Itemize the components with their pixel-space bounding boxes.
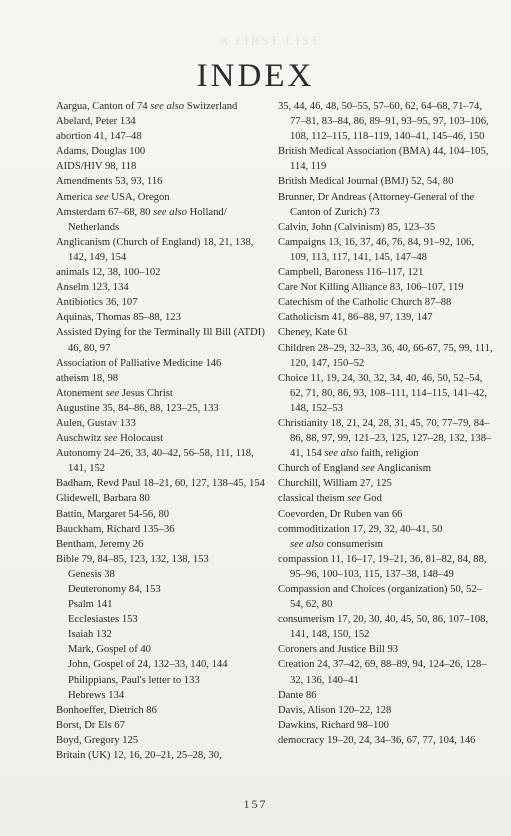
entry-text: classical theism <box>278 493 345 505</box>
entry-text: Badham, Revd Paul 18–21, 60, 127, 138–45, 154 <box>56 478 265 490</box>
entry-text: Anselm 123, 134 <box>56 282 129 294</box>
entry-text: Auschwitz <box>56 433 102 445</box>
entry-text: Churchill, William 27, 125 <box>278 478 392 490</box>
entry-text: animals 12, 38, 100–102 <box>56 267 161 279</box>
entry-text: Bentham, Jeremy 26 <box>56 538 144 550</box>
index-subentry <box>56 597 266 612</box>
index-entry <box>278 552 493 582</box>
entry-text: Philippians, Paul's letter to 133 <box>68 674 200 686</box>
entry-text: Dawkins, Richard 98–100 <box>278 719 389 731</box>
entry-text: Abelard, Peter 134 <box>56 116 136 128</box>
index-entry <box>278 235 493 265</box>
entry-text: abortion 41, 147–48 <box>56 131 142 143</box>
entry-text: commoditization 17, 29, 32, 40–41, 50 <box>278 523 443 535</box>
index-entry <box>278 310 493 325</box>
cross-reference-target: Switzerland <box>184 101 238 112</box>
cross-reference-label: see <box>103 433 118 445</box>
entry-text: Bauckham, Richard 135–36 <box>56 523 175 535</box>
index-entry <box>278 265 493 280</box>
index-entry <box>278 522 493 552</box>
entry-text: Coevorden, Dr Ruben van 66 <box>278 508 403 520</box>
bleed-through-heading: A FIRST LIST <box>219 33 321 48</box>
entry-text: Coroners and Justice Bill 93 <box>278 644 399 656</box>
index-entry <box>56 235 266 265</box>
index-entry <box>278 220 493 235</box>
entry-text: Antibiotics 36, 107 <box>56 297 138 309</box>
index-entry <box>278 491 493 506</box>
entry-text: Glidewell, Barbara 80 <box>56 493 150 505</box>
cross-reference-label: see also <box>150 101 185 112</box>
entry-text: Psalm 141 <box>68 599 113 611</box>
index-entry <box>278 295 493 310</box>
index-subentry <box>56 673 266 688</box>
entry-text: America <box>56 191 93 203</box>
index-entry <box>56 295 266 310</box>
index-entry <box>278 688 493 703</box>
entry-text: Isaiah 132 <box>68 629 112 641</box>
index-entry <box>56 537 266 552</box>
index-entry <box>56 748 266 763</box>
index-entry <box>278 174 493 189</box>
index-entry <box>56 522 266 537</box>
index-entry <box>56 265 266 280</box>
entry-text: Bonhoeffer, Dietrich 86 <box>56 704 157 716</box>
cross-reference-target: Jesus Christ <box>119 387 173 399</box>
page-title: INDEX <box>196 58 315 94</box>
index-entry <box>278 325 493 340</box>
index-entry <box>278 612 493 642</box>
entry-text: Davis, Alison 120–22, 128 <box>278 704 392 716</box>
index-subentry <box>56 657 266 672</box>
index-entry <box>278 416 493 461</box>
entry-text: Cheney, Kate 61 <box>278 327 349 339</box>
index-entry <box>56 476 266 491</box>
index-entry <box>56 310 266 325</box>
entry-text: Care Not Killing Alliance 83, 106–107, 119 <box>278 282 464 294</box>
entry-text: Hebrews 134 <box>68 689 125 701</box>
cross-reference-target: faith, religion <box>358 448 419 460</box>
entry-text: John, Gospel of 24, 132–33, 140, 144 <box>68 659 228 671</box>
index-entry <box>278 476 493 491</box>
index-entry <box>56 401 266 416</box>
entry-text: Compassion and Choices (organization) 50, 52–54, 62, 80 <box>278 584 482 611</box>
cross-reference-label: see also <box>153 206 187 218</box>
index-entry <box>278 99 493 144</box>
index-entry <box>56 703 266 718</box>
entry-text: Ecclesiastes 153 <box>68 614 138 626</box>
index-entry <box>56 114 266 129</box>
index-subentry <box>56 642 266 657</box>
entry-text: Catechism of the Catholic Church 87–88 <box>278 297 452 309</box>
index-entry <box>56 416 266 431</box>
entry-text: British Medical Journal (BMJ) 52, 54, 80 <box>278 176 454 188</box>
cross-reference-target: God <box>360 493 382 505</box>
index-entry <box>56 733 266 748</box>
entry-text: Amendments 53, 93, 116 <box>56 176 163 188</box>
index-column-left <box>56 99 266 763</box>
cross-reference-label: see <box>105 387 120 399</box>
index-entry <box>56 552 266 567</box>
index-entry <box>56 718 266 733</box>
index-entry <box>278 144 493 174</box>
entry-text: Bible 79, 84–85, 123, 132, 138, 153 <box>56 553 209 565</box>
entry-text: Battin, Margaret 54-56, 80 <box>56 508 170 520</box>
cross-reference-target: consumerism <box>323 538 383 550</box>
entry-text: Augustine 35, 84–86, 88, 123–25, 133 <box>56 402 219 414</box>
entry-text: Campbell, Baroness 116–117, 121 <box>278 267 424 279</box>
index-subentry <box>56 582 266 597</box>
entry-text: Aargua, Canton of 74 <box>56 101 148 112</box>
cross-reference-target: Holocaust <box>117 433 164 445</box>
entry-text: democracy 19–20, 24, 34–36, 67, 77, 104, 146 <box>278 734 476 746</box>
entry-text: compassion 11, 16–17, 19–21, 36, 81–82, 84, 88, 95–96, 100–103, 115, 137–38, 148–49 <box>278 553 487 580</box>
entry-text: Dante 86 <box>278 689 317 701</box>
entry-text: Campaigns 13, 16, 37, 46, 76, 84, 91–92, 106, 109, 113, 117, 141, 145, 147–48 <box>278 236 474 263</box>
index-entry <box>278 507 493 522</box>
index-entry <box>56 280 266 295</box>
index-entry <box>56 386 266 401</box>
index-subentry <box>56 627 266 642</box>
index-entry <box>278 341 493 371</box>
entry-text: Children 28–29, 32–33, 36, 40, 66-67, 75, 99, 111, 120, 147, 150–52 <box>278 342 493 369</box>
entry-text: Catholicism 41, 86–88, 97, 139, 147 <box>278 312 433 324</box>
index-entry <box>278 657 493 687</box>
entry-text: Autonomy 24–26, 33, 40–42, 56–58, 111, 118, 141, 152 <box>56 448 254 475</box>
cross-reference-target: USA, Oregon <box>108 191 170 203</box>
entry-text: consumerism 17, 20, 30, 40, 45, 50, 86, 107–108, 141, 148, 150, 152 <box>278 614 489 641</box>
index-entry <box>278 718 493 733</box>
entry-text: Christianity 18, 21, 24, 28, 31, 45, 70, 77–79, 84–86, 88, 97, 99, 121–23, 125, 127–28, 132, 138–41, 154 <box>278 417 492 460</box>
index-entry <box>56 129 266 144</box>
index-column-right <box>278 99 493 748</box>
index-entry <box>278 703 493 718</box>
entry-text: Adams, Douglas 100 <box>56 146 146 158</box>
index-entry <box>278 582 493 612</box>
entry-text: Brunner, Dr Andreas (Attorney-General of the Canton of Zurich) 73 <box>278 191 475 218</box>
index-entry <box>56 99 266 114</box>
index-entry <box>56 190 266 205</box>
index-entry <box>278 642 493 657</box>
entry-text: Association of Palliative Medicine 146 <box>56 357 222 369</box>
cross-reference-label: see <box>361 463 375 475</box>
entry-text: 35, 44, 46, 48, 50–55, 57–60, 62, 64–68, 71–74, 77–81, 83–84, 86, 89–91, 93–95, 97, 103–106, 108, 112–115, 118–119, 140–41, 145–46, 150 <box>278 101 489 143</box>
entry-text: AIDS/HIV 98, 118 <box>56 161 137 173</box>
cross-reference-label: see <box>347 493 361 505</box>
index-entry <box>56 356 266 371</box>
index-entry <box>56 491 266 506</box>
cross-reference-target: Holland/ Netherlands <box>68 206 227 233</box>
entry-text: Britain (UK) 12, 16, 20–21, 25–28, 30, <box>56 750 222 762</box>
entry-text: Aquinas, Thomas 85–88, 123 <box>56 312 181 324</box>
entry-text: Church of England <box>278 463 359 475</box>
entry-text: Creation 24, 37–42, 69, 88–89, 94, 124–26, 128–32, 136, 140–41 <box>278 659 487 686</box>
index-subentry <box>56 612 266 627</box>
index-entry <box>56 431 266 446</box>
page-number: 157 <box>243 797 268 811</box>
index-entry <box>278 733 493 748</box>
entry-text: atheism 18, 98 <box>56 372 119 384</box>
index-entry <box>56 205 266 235</box>
index-entry <box>56 144 266 159</box>
entry-text: Aulen, Gustav 133 <box>56 417 136 429</box>
index-entry <box>278 371 493 416</box>
cross-reference-label: see also <box>324 448 359 460</box>
index-entry <box>56 446 266 476</box>
entry-text: Borst, Dr Els 67 <box>56 719 125 731</box>
entry-text: Anglicanism (Church of England) 18, 21, 138, 142, 149, 154 <box>56 236 254 263</box>
index-entry <box>56 174 266 189</box>
index-subentry <box>56 688 266 703</box>
index-entry <box>56 371 266 386</box>
entry-text: Choice 11, 19, 24, 30, 32, 34, 40, 46, 50, 52–54, 62, 71, 80, 86, 93, 108–111, 114–115, 141–42, 148, 152–53 <box>278 372 488 414</box>
entry-text: British Medical Association (BMA) 44, 104–105, 114, 119 <box>278 146 489 173</box>
entry-text: Assisted Dying for the Terminally Ill Bill (ATDI) 46, 80, 97 <box>56 327 265 354</box>
index-entry <box>278 190 493 220</box>
index-entry <box>56 159 266 174</box>
entry-text: Mark, Gospel of 40 <box>68 644 151 656</box>
entry-text: Boyd, Gregory 125 <box>56 734 139 746</box>
index-entry <box>278 461 493 476</box>
cross-reference-target: Anglicanism <box>374 463 432 475</box>
index-entry <box>278 280 493 295</box>
entry-text: Amsterdam 67–68, 80 <box>56 206 151 218</box>
index-entry <box>56 507 266 522</box>
cross-reference-label: see <box>95 191 109 203</box>
entry-text: Genesis 38 <box>68 568 115 580</box>
entry-text: Atonement <box>56 387 104 399</box>
entry-text: Calvin, John (Calvinism) 85, 123–35 <box>278 221 436 233</box>
entry-text: Deuteronomy 84, 153 <box>68 584 161 595</box>
cross-reference-label: see also <box>290 538 324 550</box>
index-subentry <box>56 567 266 582</box>
index-entry <box>56 325 266 355</box>
